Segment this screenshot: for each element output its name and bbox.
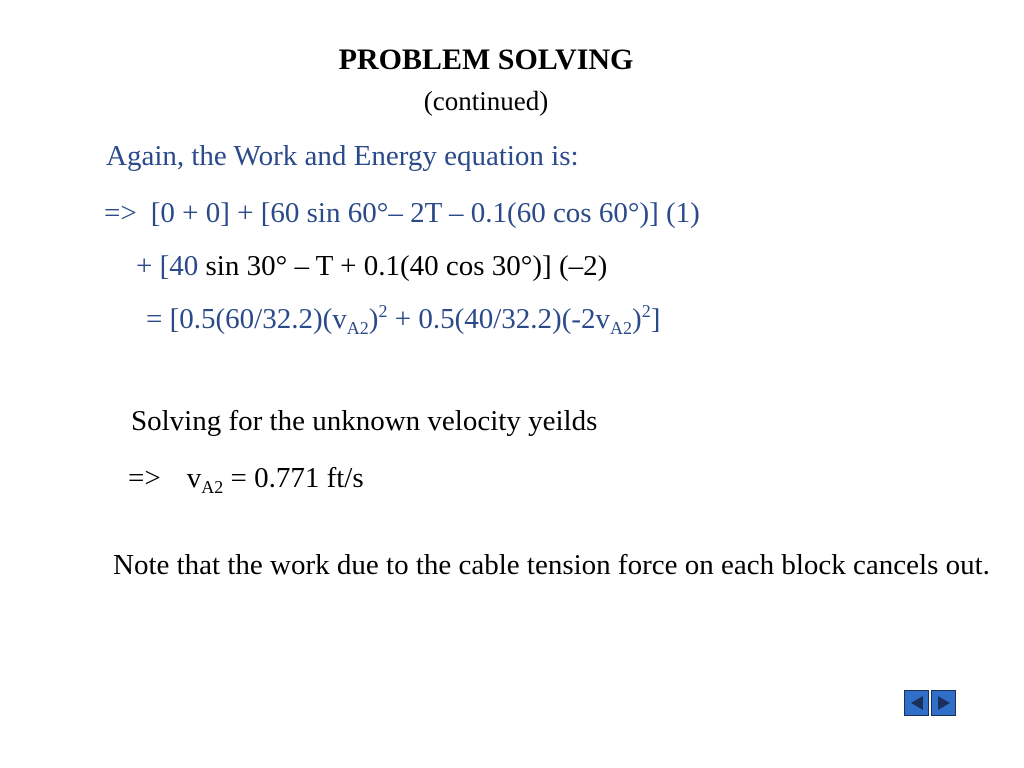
eq3-subscript-1: A2 — [346, 318, 369, 338]
equation-line-1-text: [0 + 0] + [60 sin 60°– 2T – 0.1(60 cos 60°)] (1) — [150, 197, 700, 229]
equation-line-3 — [146, 300, 660, 338]
eq3-segment-d: ) — [632, 303, 642, 335]
slide-subtitle: (continued) — [423, 86, 549, 116]
note-text: Note that the work due to the cable tension force on each block cancels out. — [113, 549, 990, 581]
eq3-segment-a: = [0.5(60/32.2)(v — [146, 303, 347, 335]
solving-text: Solving for the unknown velocity yeilds — [131, 405, 598, 437]
slide-navigation — [904, 690, 956, 716]
result-line — [128, 459, 364, 497]
previous-slide-button[interactable] — [904, 690, 929, 716]
result-subscript: A2 — [201, 477, 224, 497]
slide-title: PROBLEM SOLVING — [338, 43, 634, 76]
result-variable: v — [186, 462, 202, 494]
eq3-superscript-2: 2 — [641, 301, 651, 321]
eq3-segment-e: ] — [650, 303, 661, 335]
equation-line-2-part-a: + [40 — [136, 250, 206, 282]
equation-line-1 — [104, 194, 700, 232]
triangle-right-icon — [935, 694, 953, 712]
intro-text: Again, the Work and Energy equation is: — [106, 140, 579, 172]
eq3-superscript-1: 2 — [378, 301, 388, 321]
result-value: = 0.771 ft/s — [223, 462, 364, 494]
eq3-segment-c: + 0.5(40/32.2)(-2v — [387, 303, 611, 335]
result-arrow: => — [128, 462, 161, 494]
eq3-segment-b: ) — [368, 303, 379, 335]
eq3-subscript-2: A2 — [610, 318, 633, 338]
equation-line-2 — [136, 247, 607, 285]
triangle-left-icon — [908, 694, 926, 712]
implies-arrow: => — [104, 197, 137, 229]
next-slide-button[interactable] — [931, 690, 956, 716]
equation-line-2-part-b: sin 30° – T + 0.1(40 cos 30°)] (–2) — [205, 250, 608, 282]
